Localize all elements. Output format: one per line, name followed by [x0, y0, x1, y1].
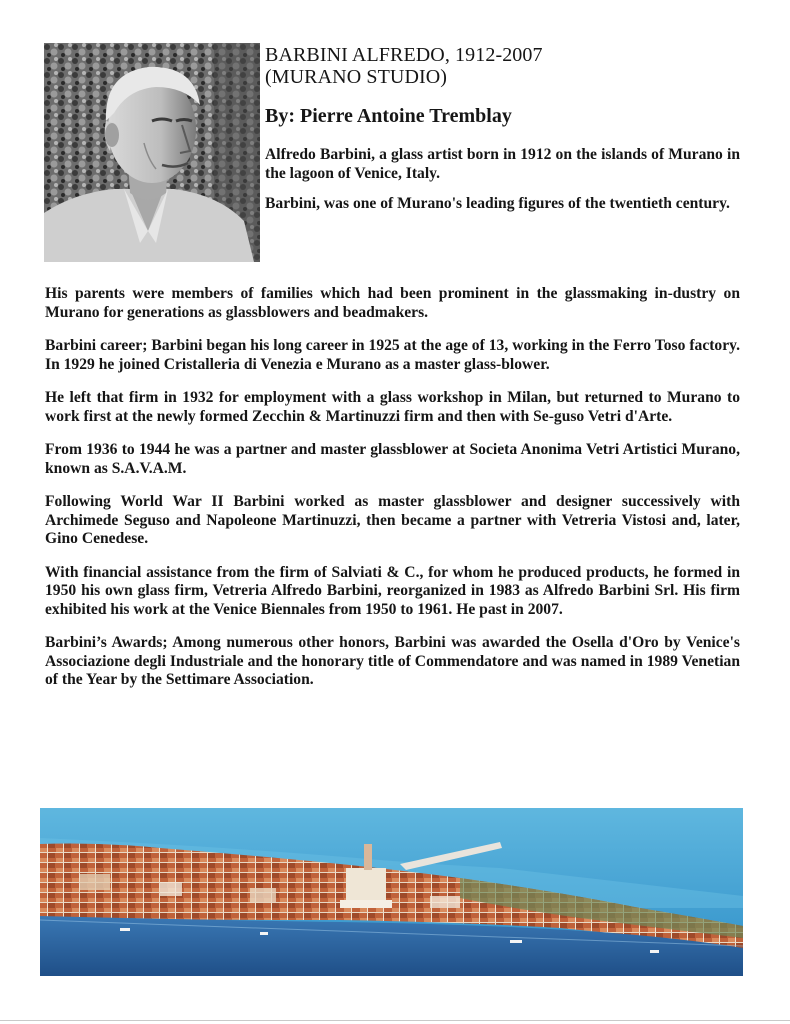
page-bottom-rule	[0, 1020, 790, 1021]
body-paragraph-postwar: Following World War II Barbini worked as master glassblower and designer successively with Archimede Seguso and Napoleone Martinuzzi, then became a partner with Vetreria Vistosi and, later, Gino Cenedese.	[45, 493, 740, 547]
body-paragraph-parents: His parents were members of families which had been prominent in the glassmaking in-dustry on Murano for generations as glassblowers and beadmakers.	[45, 285, 740, 321]
article-header	[265, 44, 745, 213]
murano-aerial-photo	[40, 808, 743, 976]
intro-paragraph-2: Barbini, was one of Murano's leading figures of the twentieth century.	[265, 195, 730, 212]
intro-paragraph-1: Alfredo Barbini, a glass artist born in 1912 on the islands of Murano in the lagoon of Venice, Italy.	[265, 146, 740, 182]
title-line-2: (MURANO STUDIO)	[265, 66, 448, 88]
title-line-1: BARBINI ALFREDO, 1912-2007	[265, 44, 543, 66]
article-body	[45, 285, 740, 705]
body-paragraph-own-firm: With financial assistance from the firm of Salviati & C., for whom he produced products, he formed in 1950 his own glass firm, Vetreria Alfredo Barbini, reorganized in 1983 as Alfredo Barbini Srl. His firm exhibited his work at the Venice Biennales from 1950 to 1961. He past in 2007.	[45, 563, 740, 618]
body-paragraph-career: Barbini career; Barbini began his long career in 1925 at the age of 13, working in the Ferro Toso factory. In 1929 he joined Cristalleria di Venezia e Murano as a master glass-blower.	[45, 337, 740, 373]
aerial-image	[40, 808, 743, 976]
portrait-image	[44, 43, 260, 262]
author-byline: By: Pierre Antoine Tremblay	[265, 105, 512, 127]
portrait-photo	[44, 43, 260, 262]
body-paragraph-awards: Barbini’s Awards; Among numerous other honors, Barbini was awarded the Osella d'Oro by Venice's Associazione degli Industriale and the honorary title of Commendatore and was named in 1989 Venetian of the Year by the Settimare Association.	[45, 634, 740, 688]
body-paragraph-milan: He left that firm in 1932 for employment with a glass workshop in Milan, but returned to Murano to work first at the newly formed Zecchin & Martinuzzi firm and then with Se-guso Vetri d'Arte.	[45, 389, 740, 425]
body-paragraph-savam: From 1936 to 1944 he was a partner and master glassblower at Societa Anonima Vetri Artistici Murano, known as S.A.V.A.M.	[45, 441, 740, 477]
article-title	[265, 44, 745, 88]
